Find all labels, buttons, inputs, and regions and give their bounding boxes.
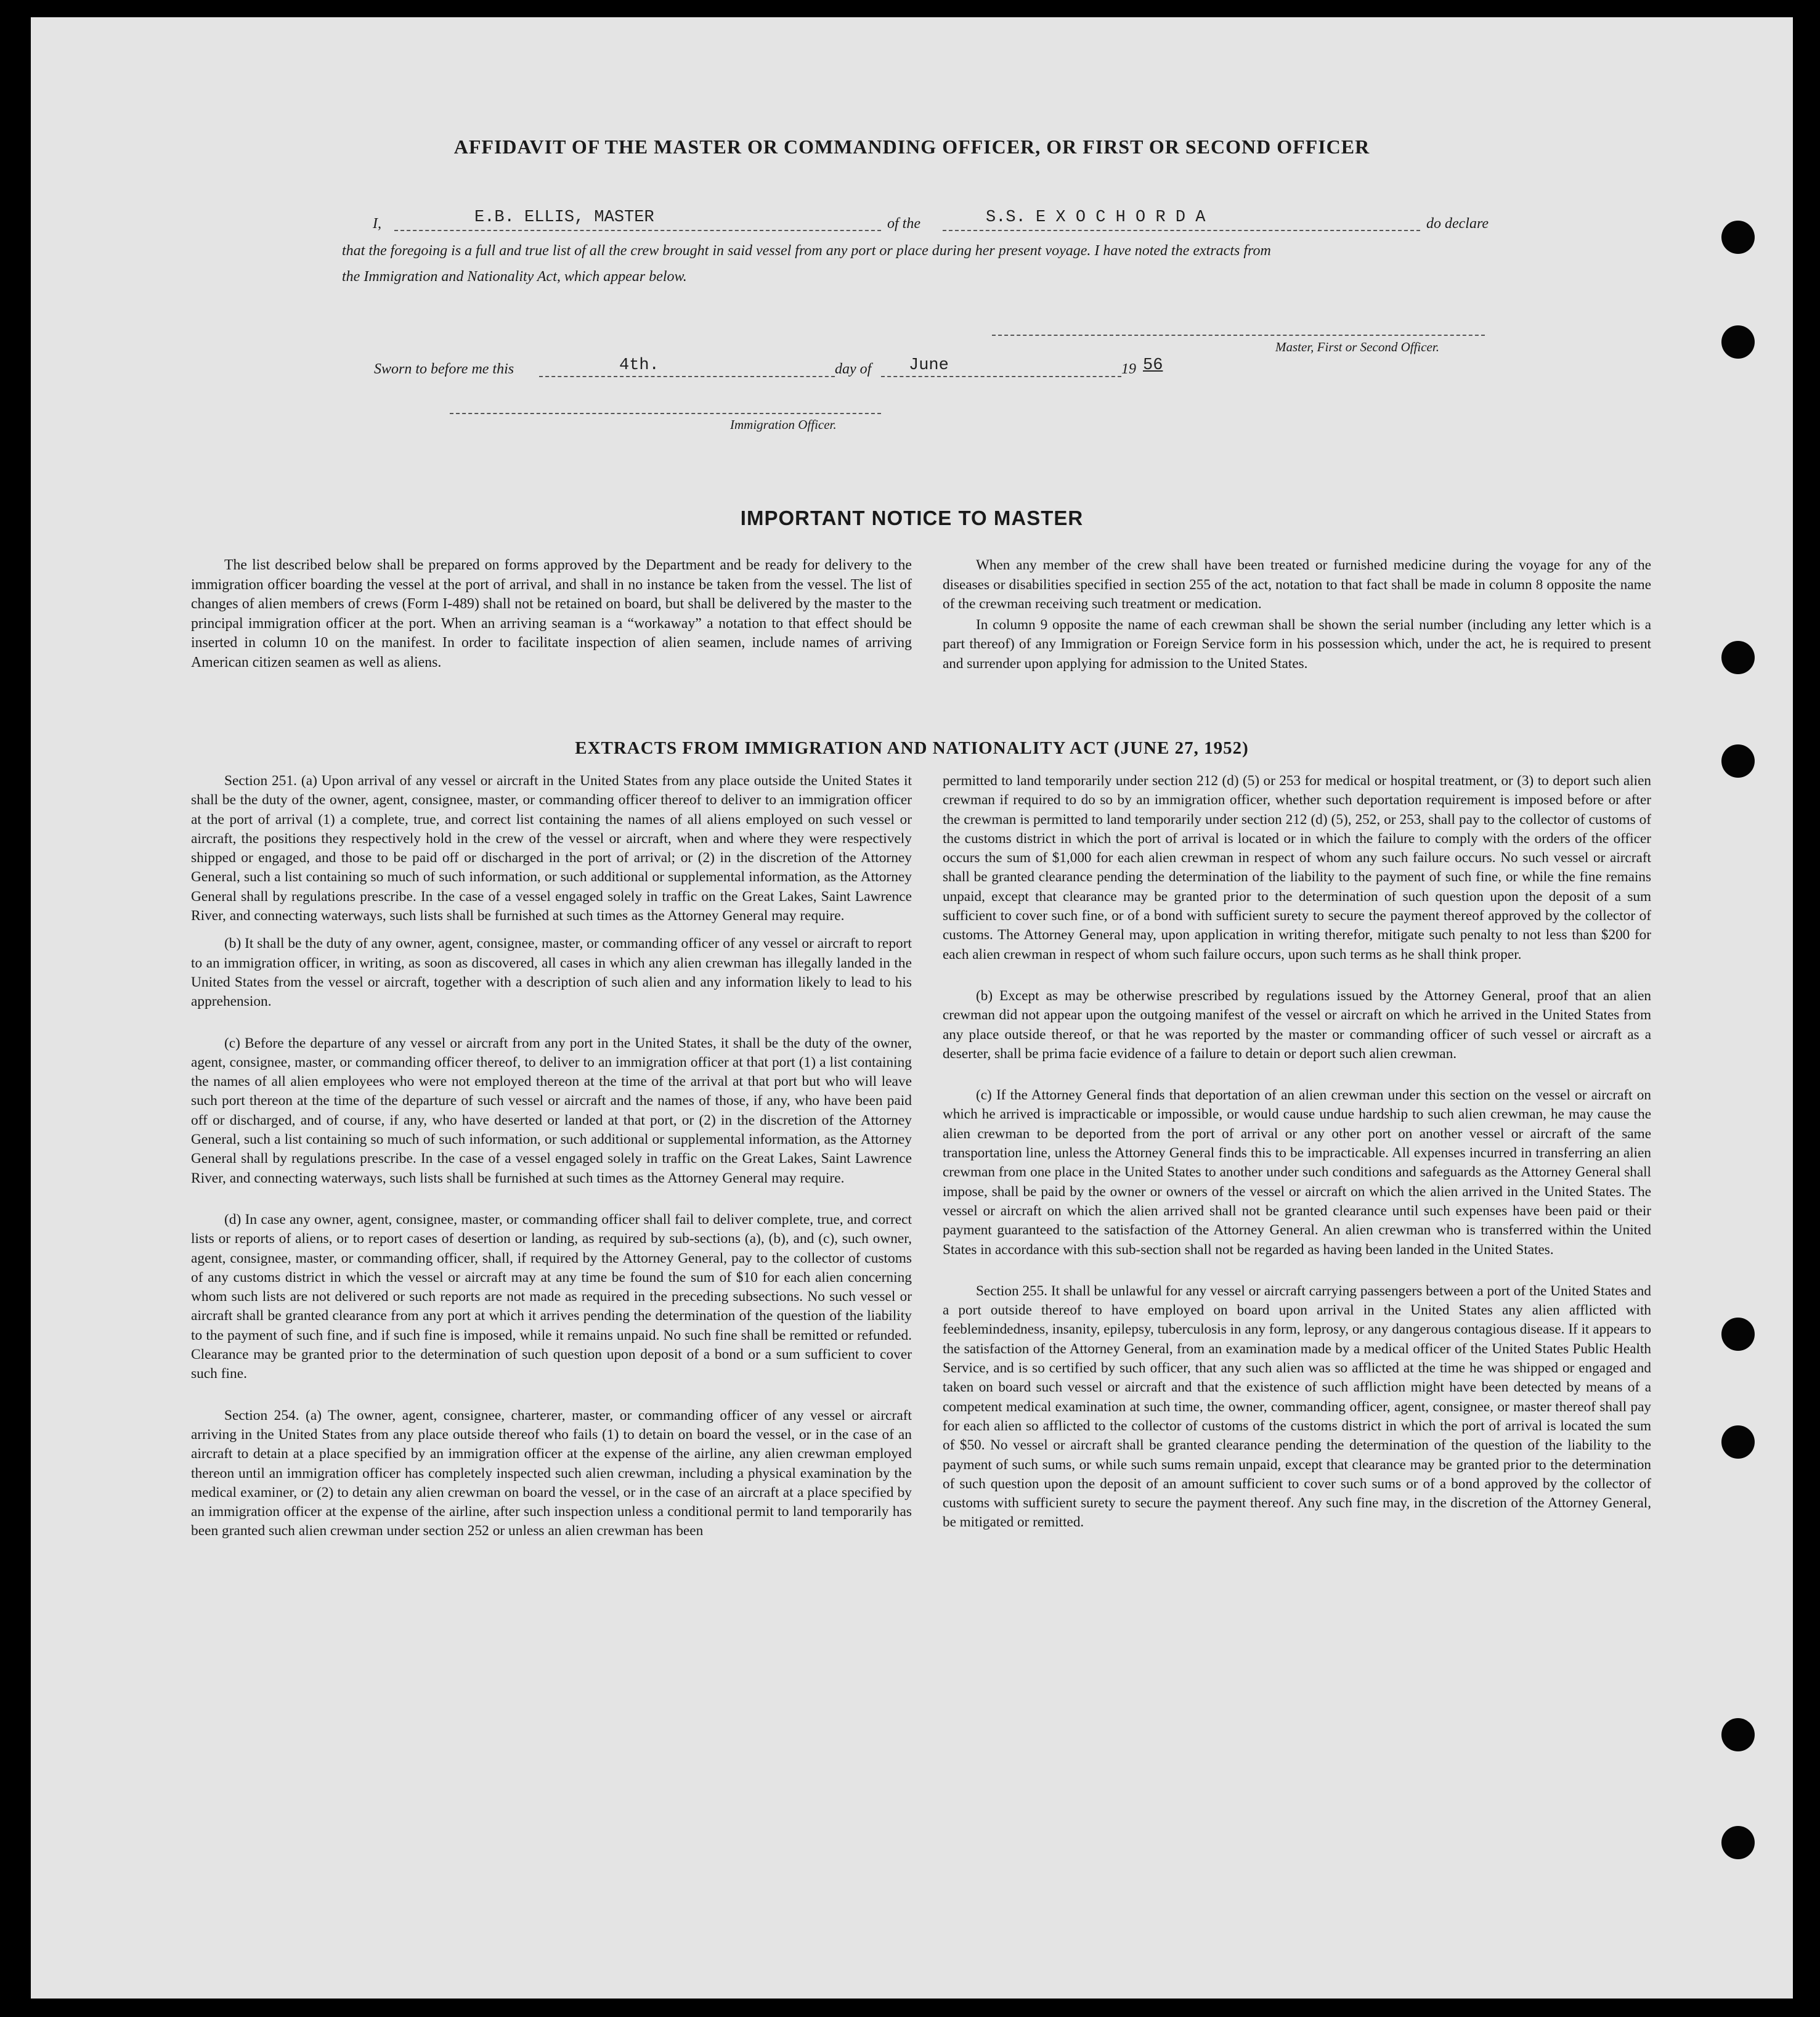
- of-the-label: of the: [887, 216, 920, 232]
- act-section: (d) In case any owner, agent, consignee, master, or commanding officer shall fail to deliver complete, true, and correct lists or reports of aliens, or to report cases of desertion or landing, as required by sub-sections (a), (b), and (c), such owner, agent, consignee, master, or commanding officer, shall, if required by the Attorney General, pay to the collector of customs of any customs district in which the vessel or aircraft may at any time be found the sum of $10 for each alien concerning whom such lists are not delivered or such reports are not made as required in the preceding subsections. No such vessel or aircraft shall be granted clearance from any port at which it arrives pending the determination of the question of the liability to the payment of such fine, and if such fine is imposed, while it remains unpaid. No such fine shall be remitted or refunded. Clearance may be granted prior to the determination of such question upon deposit of a bond or a sum sufficient to cover such fine.: [191, 1211, 912, 1382]
- punch-hole: [1721, 1718, 1755, 1751]
- notice-title: IMPORTANT NOTICE TO MASTER: [740, 507, 1084, 529]
- punch-hole: [1721, 1826, 1755, 1859]
- punch-hole: [1721, 221, 1755, 254]
- affidavit-page: [31, 17, 1793, 1999]
- act-section: (c) Before the departure of any vessel or aircraft from any port in the United States, it shall be the duty of the owner, agent, consignee, master, or commanding officer thereof, to deliver to an immigration officer at that port (1) a list containing the names of all alien employees who were not employed thereon at the time of the arrival at that port but who will leave such port thereon at the time of the departure of such vessel or aircraft and the names of those, if any, who have been paid off or discharged, and of course, if any, who have deserted or landed at that port, or (2) in the discretion of the Attorney General, such a list containing so much of such information, or such additional or supplemental information, as the Attorney General shall by regulations prescribe. In the case of a vessel engaged solely in traffic on the Great Lakes, Saint Lawrence River, and connecting waterways, such lists shall be furnished at such times as the Attorney General may require.: [191, 1035, 912, 1186]
- declaration-line: the Immigration and Nationality Act, which appear below.: [342, 269, 687, 285]
- vessel-name: S.S. E X O C H O R D A: [986, 208, 1206, 227]
- notice-left-column: [191, 556, 912, 682]
- affidavit-title: AFFIDAVIT OF THE MASTER OR COMMANDING OFFICER, OR FIRST OR SECOND OFFICER: [453, 136, 1370, 158]
- notice-paragraph: In column 9 opposite the name of each crewman shall be shown the serial number (including any letter which is a part thereof) of any Immigration or Foreign Service form in his possession which, under the act, he is required to present and surrender upon applying for admission to the United States.: [943, 616, 1651, 672]
- act-section: (b) It shall be the duty of any owner, agent, consignee, master, or commanding officer of any vessel or aircraft to report to an immigration officer, in writing, as soon as discovered, all cases in which any alien crewman has illegally landed in the United States from the vessel or aircraft, together with a description of such alien and any information likely to lead to his apprehension.: [191, 935, 912, 1010]
- sworn-label: Sworn to before me this: [374, 361, 514, 377]
- punch-hole: [1721, 1425, 1755, 1459]
- extracts-right-column: [943, 772, 1651, 1541]
- day-blank: [539, 376, 835, 377]
- master-name: E.B. ELLIS, MASTER: [474, 208, 654, 227]
- officer-label: Immigration Officer.: [730, 417, 837, 432]
- declarant-prefix: I,: [373, 216, 381, 232]
- act-section: Section 255. It shall be unlawful for any vessel or aircraft carrying passengers between a port of the United States and a port outside thereof to have employed on board upon arrival in the United States any alien afflicted with feeblemindedness, insanity, epilepsy, tuberculosis in any form, leprosy, or any dangerous contagious disease. If it appears to the satisfaction of the Attorney General, from an examination made by a medical officer of the United States Public Health Service, and is so certified by such officer, that any such alien was so afflicted at the time he was shipped or engaged and taken on board such vessel or aircraft and that the existence of such affliction might have been detected by means of a competent medical examination at such time, the owner, commanding officer, agent, consignee, or master thereof shall pay for each alien so afflicted to the collector of customs of the customs district in which the port of arrival is located the sum of $50. No vessel or aircraft shall be granted clearance pending the determination of the question of the liability to the payment of such sums, or while such sums remain unpaid, except that clearance may be granted prior to the determination of such question upon the deposit of an amount sufficient to cover such sums or of a bond approved by the collector of customs with sufficient surety to secure the payment thereof. Any such fine may, in the discretion of the Attorney General, be mitigated or remitted.: [943, 1282, 1651, 1531]
- year-prefix: 19: [1121, 361, 1136, 377]
- name-blank: [394, 230, 881, 231]
- declaration-line: that the foregoing is a full and true list of all the crew brought in said vessel from any port or place during her present voyage. I have noted the extracts from: [342, 243, 1271, 259]
- sworn-year: 56: [1143, 356, 1163, 375]
- extracts-left-column: [191, 772, 912, 1550]
- sworn-month: June: [909, 356, 949, 375]
- act-section: Section 251. (a) Upon arrival of any vessel or aircraft in the United States from any place outside the United States it shall be the duty of the owner, agent, consignee, master, or commanding officer thereof to deliver to an immigration officer at the port of arrival (1) a complete, true, and correct list containing the names of all aliens employed on such vessel or aircraft, the positions they respectively hold in the crew of the vessel or aircraft, when and where they were respectively shipped or engaged, and those to be paid off or discharged in the port of arrival; or (2) in the discretion of the Attorney General, such a list containing so much of such information, or such additional or supplemental information, as the Attorney General shall by regulations prescribe. In the case of a vessel engaged solely in traffic on the Great Lakes, Saint Lawrence River, and connecting waterways, such lists shall be furnished at such times as the Attorney General may require.: [191, 773, 912, 924]
- signature-line: [992, 335, 1485, 336]
- act-section: Section 254. (a) The owner, agent, consignee, charterer, master, or commanding officer of any vessel or aircraft arriving in the United States from any place outside thereof who fails (1) to detain on board the vessel, or in the case of an aircraft to detain at a place specified by an immigration officer at the expense of the airline, any alien crewman employed thereon until an immigration officer has completely inspected such alien crewman, including a physical examination by the medical examiner, or (2) to detain any alien crewman on board the vessel, or in the case of an aircraft at a place specified by an immigration officer at the expense of the airline, after such inspection unless a conditional permit to land temporarily has been granted such alien crewman under section 252 or unless an alien crewman has been: [191, 1407, 912, 1539]
- act-section: (b) Except as may be otherwise prescribed by regulations issued by the Attorney General, proof that an alien crewman did not appear upon the outgoing manifest of the vessel or aircraft on which he arrived in the United States from any place outside thereof, or that he was reported by the master or commanding officer of such vessel or aircraft as a deserter, shall be prima facie evidence of a failure to detain or deport such alien crewman.: [943, 987, 1651, 1062]
- punch-hole: [1721, 641, 1755, 674]
- day-of-label: day of: [835, 361, 872, 377]
- sworn-day: 4th.: [619, 356, 659, 375]
- notice-paragraph: When any member of the crew shall have been treated or furnished medicine during the voyage for any of the diseases or disabilities specified in section 255 of the act, notation to that fact shall be made in column 8 opposite the name of the crewman receiving such treatment or medication.: [943, 557, 1651, 613]
- vessel-blank: [943, 230, 1420, 231]
- notice-paragraph: The list described below shall be prepared on forms approved by the Department and be ready for delivery to the immigration officer boarding the vessel at the port of arrival, and shall in no instance be taken from the vessel. The list of changes of alien members of crews (Form I-489) shall not be retained on board, but shall be delivered by the master to the principal immigration officer at the port. When an arriving seaman is a “workaway” a notation to that effect should be inserted in column 10 on the manifest. In order to facilitate inspection of alien seamen, include names of arriving American citizen seamen as well as aliens.: [191, 557, 912, 670]
- punch-hole: [1721, 1318, 1755, 1351]
- notice-right-column: [943, 556, 1651, 683]
- extracts-title: EXTRACTS FROM IMMIGRATION AND NATIONALITY ACT (JUNE 27, 1952): [575, 738, 1249, 758]
- officer-signature-line: [450, 413, 881, 414]
- act-section: permitted to land temporarily under section 212 (d) (5) or 253 for medical or hospital treatment, or (3) to deport such alien crewman if required to do so by an immigration officer, whether such deportation requirement is imposed before or after the crewman is permitted to land temporarily under section 212 (d) (5), 252, or 253, shall pay to the collector of customs of the customs district in which the port of arrival is located or in which the failure to comply with the orders of the officer occurs the sum of $1,000 for each alien crewman in respect of whom any such failure occurs. No such vessel or aircraft shall be granted clearance pending the determination of the liability to the payment of such fine, or while the fine remains unpaid, except that clearance may be granted prior to the determination of such question upon the deposit of a sum sufficient to cover such fine, or of a bond with sufficient surety to secure the payment thereof approved by the collector of customs. The Attorney General may, upon application in writing therefor, mitigate such penalty to not less than $200 for each alien crewman in respect of whom such failure occurs, upon such terms as he shall think proper.: [943, 773, 1651, 963]
- signature-label: Master, First or Second Officer.: [1275, 340, 1439, 354]
- do-declare-label: do declare: [1426, 216, 1489, 232]
- punch-hole: [1721, 325, 1755, 359]
- month-blank: [881, 376, 1121, 377]
- act-section: (c) If the Attorney General finds that deportation of an alien crewman under this section on the vessel or aircraft on which he arrived is impracticable or impossible, or would cause undue hardship to such alien crewman, he may cause the alien crewman to be deported from the port of arrival or any other port on another vessel or aircraft of the same transportation line, unless the Attorney General finds this to be impracticable. All expenses incurred in transferring an alien crewman from one place in the United States to another under such conditions and safeguards as the Attorney General shall impose, shall be paid by the owner or owners of the vessel or aircraft on which the alien arrived in the United States. The vessel or aircraft on which the alien arrived shall not be granted clearance until such expenses have been paid or their payment guaranteed to the satisfaction of the Attorney General. An alien crewman who is transferred within the United States in accordance with this sub-section shall not be regarded as having been landed in the United States.: [943, 1087, 1651, 1258]
